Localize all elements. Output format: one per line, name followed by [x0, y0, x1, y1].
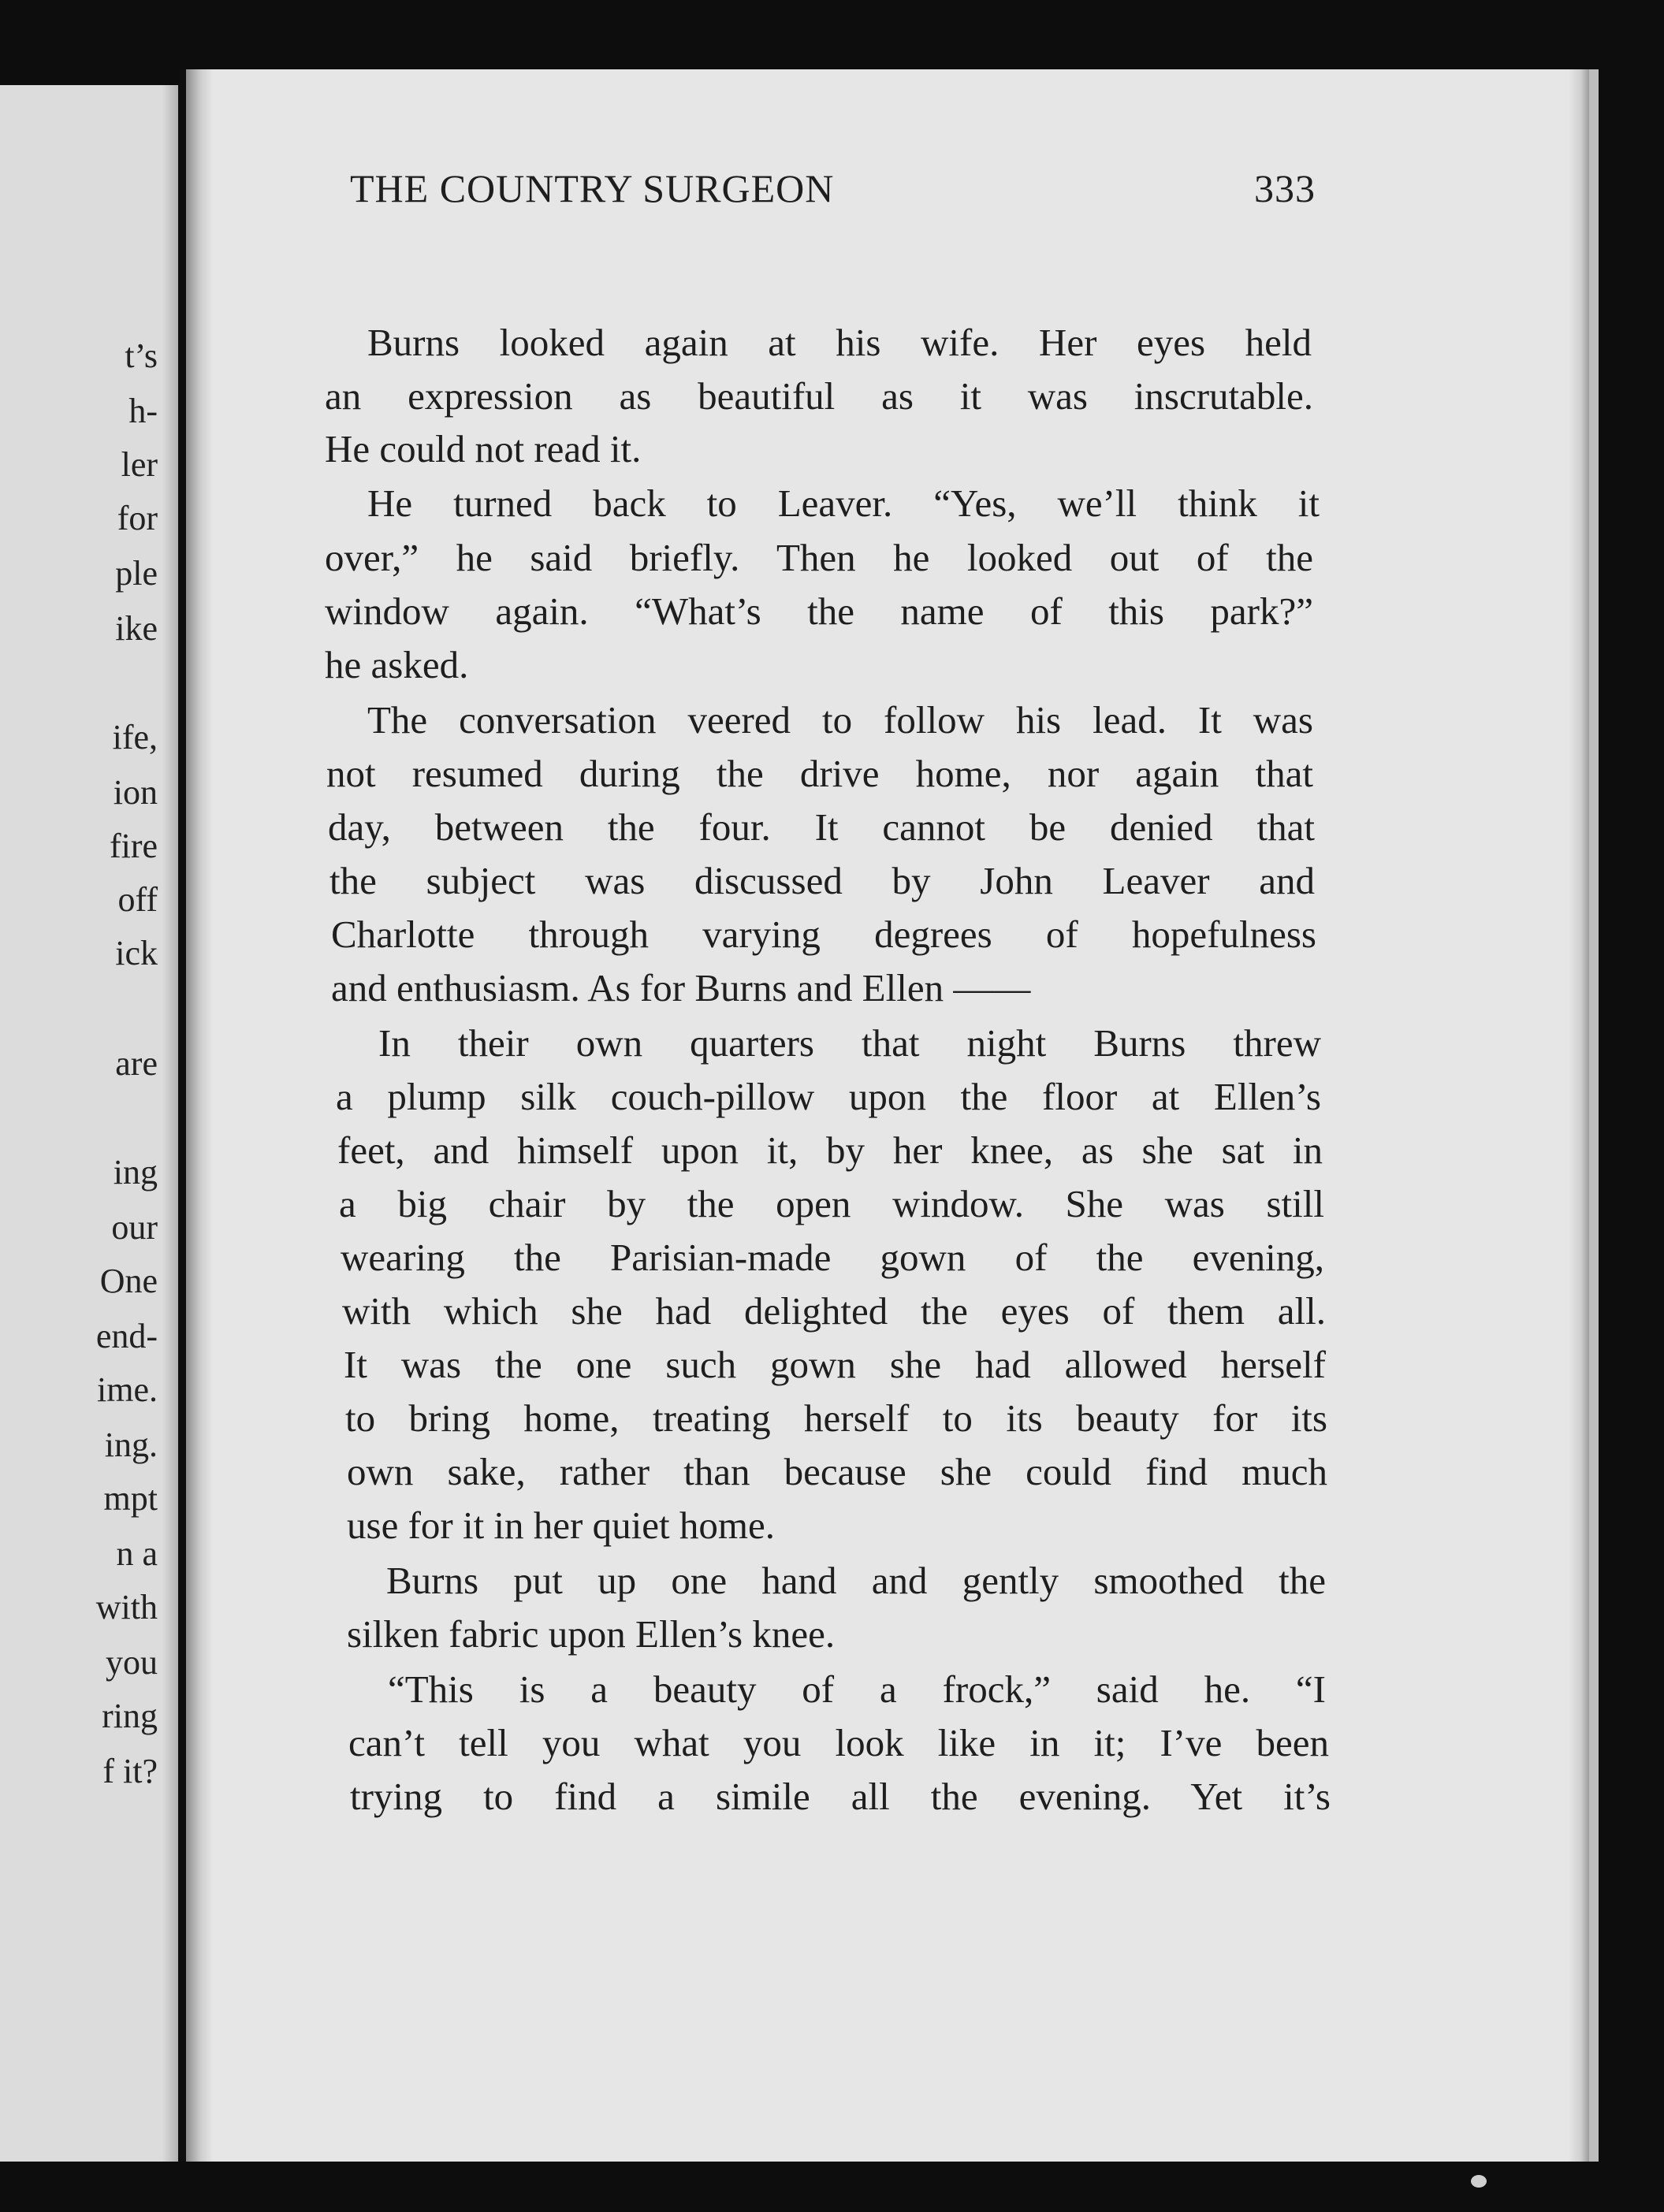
text-line: trying to find a simile all the evening. Yet it’s [350, 1775, 1331, 1818]
left-page-line: ple [115, 554, 158, 593]
text-line: “This is a beauty of a frock,” said he. “I [388, 1667, 1326, 1711]
text-line: to bring home, treating herself to its beauty for its [345, 1396, 1327, 1440]
text-line: He could not read it. [325, 427, 642, 470]
text-line: use for it in her quiet home. [347, 1504, 775, 1547]
left-page-line: One [99, 1262, 158, 1300]
left-page-line: ring [102, 1697, 158, 1735]
text-line: not resumed during the drive home, nor again that [326, 752, 1313, 795]
left-page-line: for [117, 499, 158, 537]
left-page-line: mpt [103, 1479, 158, 1518]
left-page-line: ing. [104, 1426, 158, 1464]
page-edge [1569, 69, 1589, 2162]
text-line: In their own quarters that night Burns threw [378, 1021, 1321, 1065]
page-number: 333 [1254, 166, 1316, 210]
left-page-line: h- [128, 392, 158, 430]
text-line: a plump silk couch-pillow upon the floor at Ellen’s [336, 1075, 1321, 1118]
text-line: wearing the Parisian-made gown of the evening, [341, 1236, 1324, 1279]
text-line: day, between the four. It cannot be denied that [328, 805, 1315, 849]
left-page-line: our [111, 1208, 158, 1247]
text-line: Charlotte through varying degrees of hopefulness [331, 913, 1316, 956]
running-head-title: THE COUNTRY SURGEON [350, 166, 835, 210]
left-page-line: you [106, 1643, 158, 1682]
text-line: feet, and himself upon it, by her knee, as she sat in [337, 1128, 1323, 1172]
left-page-line: t’s [125, 336, 158, 375]
left-page-line: with [95, 1588, 158, 1626]
text-line: window again. “What’s the name of this park?” [325, 589, 1313, 633]
left-page-line: ike [115, 609, 158, 648]
text-line: can’t tell you what you look like in it; I’ve been [348, 1721, 1329, 1764]
text-line: over,” he said briefly. Then he looked out of the [325, 536, 1313, 579]
left-page-line: ime. [97, 1370, 158, 1409]
left-page-line: ion [113, 773, 158, 812]
text-line: the subject was discussed by John Leaver and [329, 859, 1315, 902]
text-line: Burns put up one hand and gently smoothed the [386, 1559, 1326, 1602]
text-line: an expression as beautiful as it was inscrutable. [325, 374, 1313, 418]
text-line: Burns looked again at his wife. Her eyes held [367, 321, 1312, 364]
text-line: and enthusiasm. As for Burns and Ellen —— [331, 966, 1031, 1009]
smudge-mark [1471, 2175, 1487, 2188]
left-page [0, 85, 197, 2162]
gutter-shadow [186, 69, 213, 2162]
left-page-line: ife, [112, 718, 158, 757]
text-line: He turned back to Leaver. “Yes, we’ll think it [367, 481, 1320, 525]
left-page-line: off [117, 880, 158, 919]
left-page-line: n a [116, 1534, 158, 1573]
left-page-line: ler [121, 445, 158, 484]
text-line: It was the one such gown she had allowed herself [344, 1343, 1326, 1386]
left-page-line: ick [115, 934, 158, 972]
text-line: The conversation veered to follow his lead. It was [367, 698, 1313, 742]
text-line: silken fabric upon Ellen’s knee. [347, 1612, 836, 1656]
text-line: he asked. [325, 643, 469, 686]
text-line: with which she had delighted the eyes of them all. [342, 1289, 1326, 1333]
text-line: own sake, rather than because she could find much [347, 1450, 1327, 1493]
text-line: a big chair by the open window. She was still [339, 1182, 1324, 1225]
left-page-line: are [115, 1044, 158, 1083]
left-page-line: fire [109, 827, 158, 865]
left-page-line: ing [113, 1153, 158, 1192]
left-page-line: f it? [102, 1752, 158, 1790]
left-page-line: end- [95, 1317, 158, 1355]
